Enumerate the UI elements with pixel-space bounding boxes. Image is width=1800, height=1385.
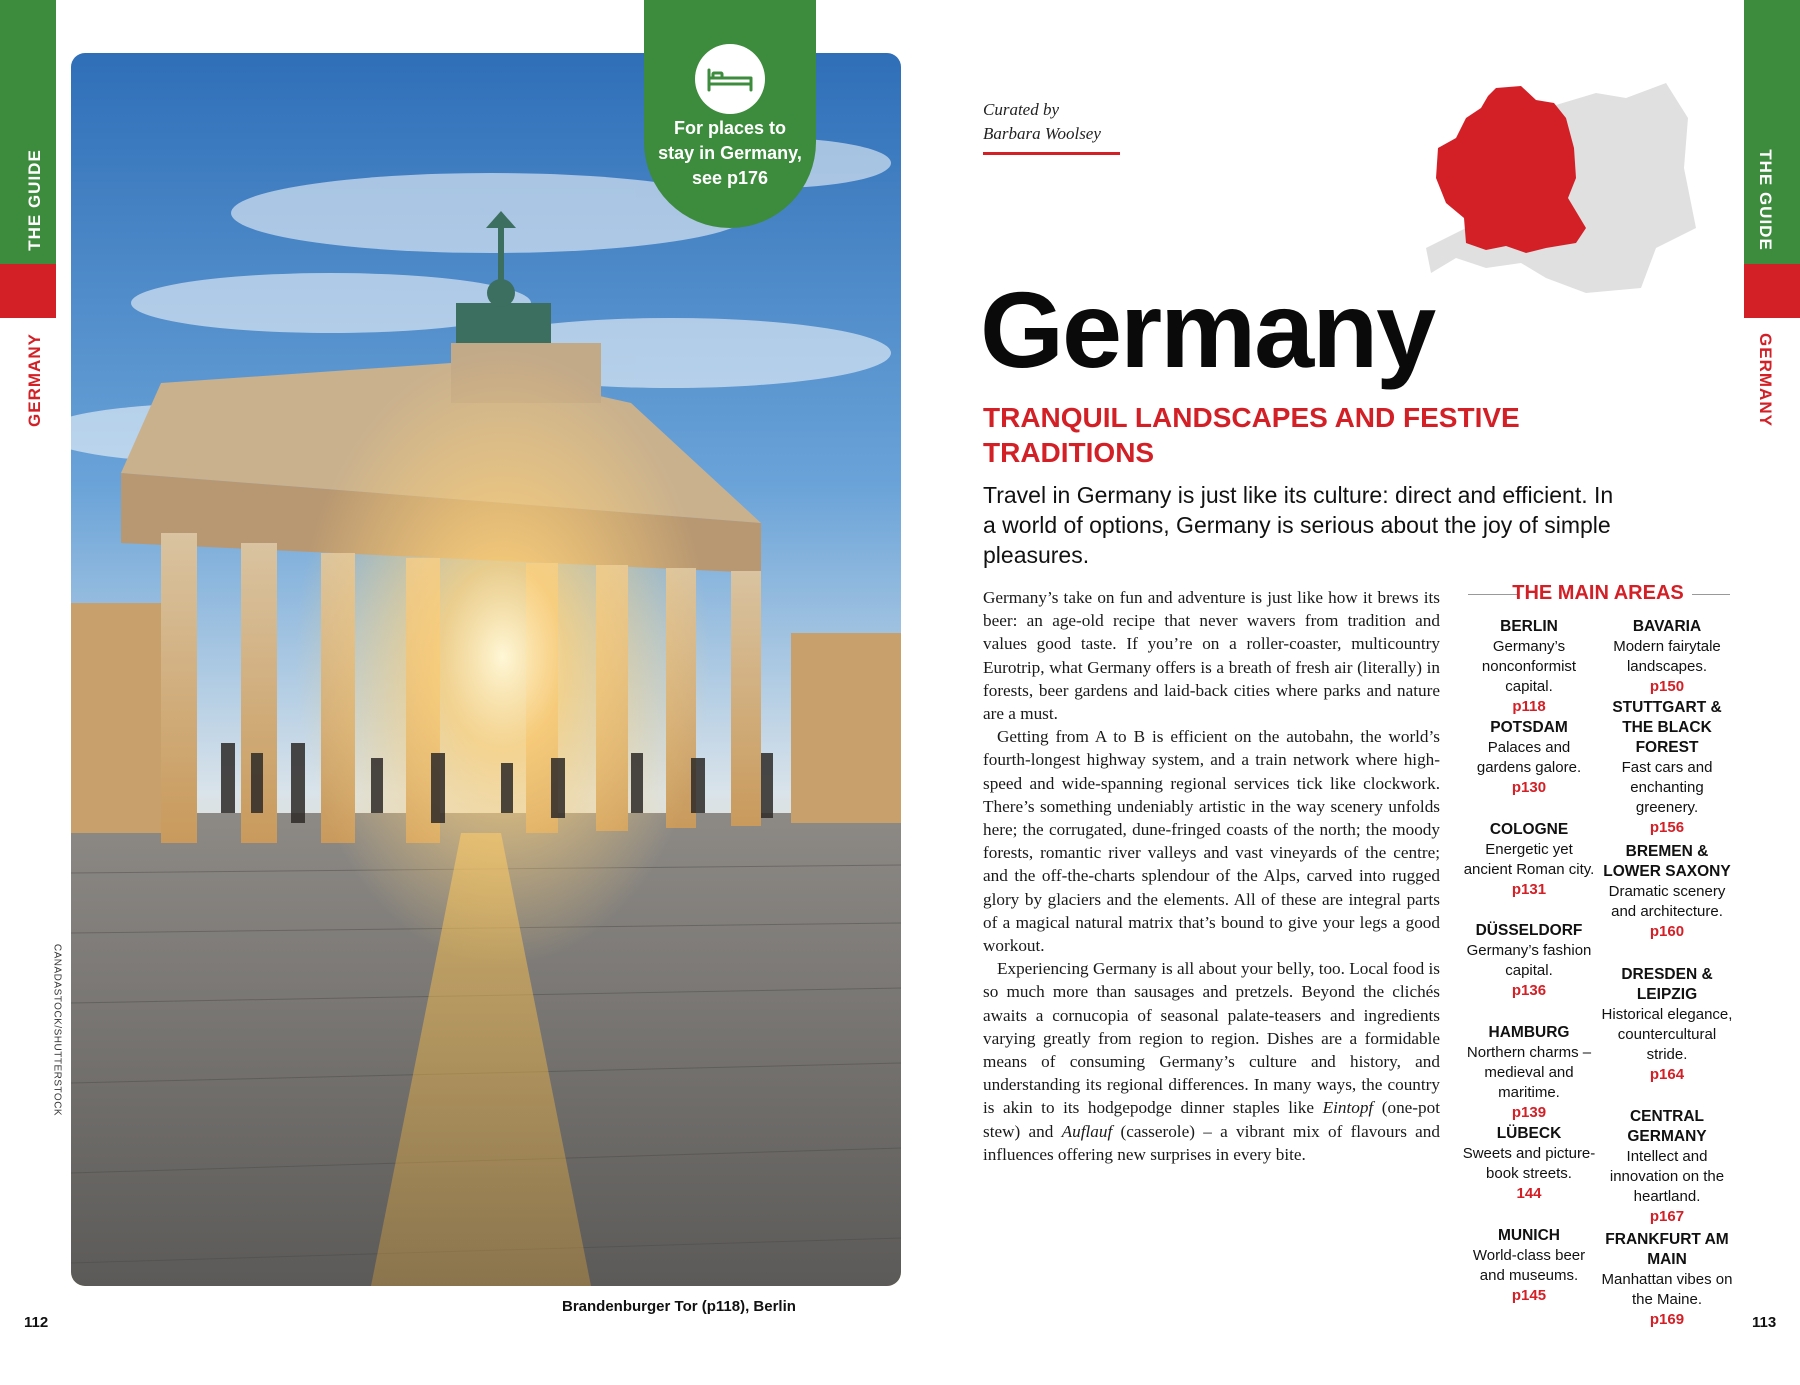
places-to-stay-text: For places to stay in Germany, see p176 [658, 118, 802, 188]
curated-underline [983, 152, 1120, 155]
right-tab-chapter-label: GERMANY [1756, 333, 1775, 427]
body-paragraph: Experiencing Germany is all about your belly, too. Local food is so much more than sausages and pretzels. Beyond the clichés awaits a cornucopia of seasonal palate-teasers and ingredients varying greatly from region to region. Dishes are a formidable means of consuming Germany’s culture and history, and understanding its regional differences. In many ways, the country is akin to its hodgepodge dinner staples like Eintopf (one-pot stew) and Auflauf (casserole) – a vibrant mix of flavours and influences offering new surprises in every bite. [983, 959, 1440, 1164]
places-to-stay-badge[interactable] [644, 0, 816, 228]
area-munich[interactable]: MUNICH World-class beer and museums. p145 [1472, 1227, 1586, 1304]
right-tab-chapter-marker [1744, 264, 1800, 318]
intro-paragraph: Travel in Germany is just like its culture: direct and efficient. In a world of options, Germany is serious about the joy of simple pleasures. [983, 482, 1614, 568]
page-title: Germany [980, 269, 1435, 390]
body-paragraph: Getting from A to B is efficient on the autobahn, the world’s fourth-longest highway system, and a train network where high-speed and wide-spanning regional services tick like clockwork. There’s something undeniably artistic in the way scenery unfolds here; the corrugated, dune-fringed coasts of the north; the moody forests, romantic river valleys and vast vineyards of the centre; and the off-the-charts splendour of the Alps, carved into rugged glory by glaciers and the elements. All of these are integral parts of a magical natural matrix that’s bound to give your legs a good workout. [983, 727, 1440, 956]
page-subtitle: TRANQUIL LANDSCAPES AND FESTIVE TRADITIONS [983, 402, 1520, 468]
area-bremen-lower-saxony[interactable]: BREMEN & LOWER SAXONY Dramatic scenery and architecture. p160 [1603, 843, 1731, 940]
right-tab-section-label: THE GUIDE [1756, 149, 1775, 251]
left-tab-chapter-label: GERMANY [25, 333, 44, 427]
area-bavaria[interactable]: BAVARIA Modern fairytale landscapes. p150 [1613, 618, 1721, 695]
area-central-germany[interactable]: CENTRAL GERMANY Intellect and innovation on the heartland. p167 [1609, 1108, 1725, 1225]
area-potsdam[interactable]: POTSDAM Palaces and gardens galore. p130 [1476, 719, 1582, 796]
photo-credit: CANADASTOCK/SHUTTERSTOCK [51, 943, 63, 1117]
area-dusseldorf[interactable]: DÜSSELDORF Germany’s fashion capital. p136 [1466, 922, 1592, 999]
photo-caption: Brandenburger Tor (p118), Berlin [562, 1298, 796, 1315]
germany-locator-map [1426, 78, 1696, 303]
area-dresden-leipzig[interactable]: DRESDEN & LEIPZIG Historical elegance, countercultural stride. p164 [1601, 966, 1733, 1083]
area-stuttgart-black-forest[interactable]: STUTTGART & THE BLACK FOREST Fast cars and enchanting greenery. p156 [1612, 699, 1722, 836]
bed-icon [695, 44, 765, 114]
body-text [983, 586, 1440, 1166]
main-areas-heading: THE MAIN AREAS [1512, 582, 1684, 604]
page-number-right: 113 [1752, 1314, 1777, 1331]
body-paragraph: Germany’s take on fun and adventure is just like how it brews its beer: an age-old recipe that never wavers from tradition and values good taste. If you’re on a roller-coaster, multicountry Eurotrip, what Germany offers is a breath of fresh air (literally) in forests, beer gardens and laid-back cities where parks and nature are a must. [983, 588, 1440, 724]
area-cologne[interactable]: COLOGNE Energetic yet ancient Roman city. p131 [1463, 821, 1595, 898]
curated-by [983, 98, 1101, 146]
area-berlin[interactable]: BERLIN Germany’s nonconformist capital. p118 [1481, 618, 1577, 715]
left-tab-chapter-marker [0, 264, 56, 318]
curated-by-label: Curated by [983, 100, 1060, 119]
curator-name: Barbara Woolsey [983, 124, 1101, 143]
page-number-left: 112 [24, 1314, 49, 1331]
area-hamburg[interactable]: HAMBURG Northern charms – medieval and maritime. p139 [1466, 1024, 1592, 1121]
brandenburg-gate-photo [71, 53, 901, 1286]
area-lubeck[interactable]: LÜBECK Sweets and picture-book streets. 144 [1462, 1125, 1596, 1202]
area-frankfurt[interactable]: FRANKFURT AM MAIN Manhattan vibes on the Maine. p169 [1601, 1231, 1733, 1328]
left-tab-section-label: THE GUIDE [25, 149, 44, 251]
